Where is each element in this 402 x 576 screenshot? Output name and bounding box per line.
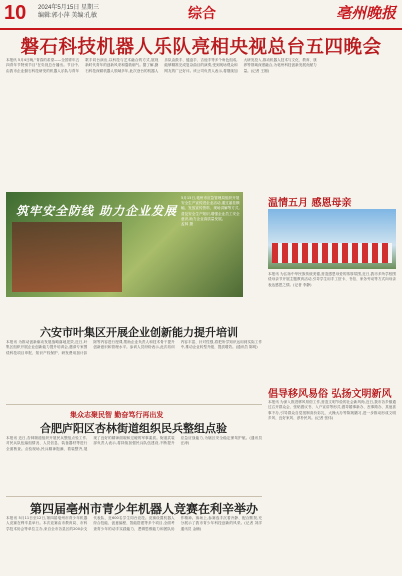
story2-body: 本报讯 为推动创新驱动发展战略落地见效,近日,叶集区组织开展企业创新能力提升培训会,邀请专家围绕科技项目申报、知识产权保护、研发费用加计扣除等内容进行授课,帮助企业负责人和技术骨干提升创新意识和管理水平。参训人员纷纷表示,此次培训内容丰富、针对性强,将把所学知识运用到实际工作中,推动企业转型升级、提质增效。(通讯员 陈明): [6, 340, 262, 355]
story4-headline: 倡导移风易俗 弘扬文明新风: [268, 389, 392, 400]
photo-banner: 筑牢安全防线 助力企业发展: [16, 204, 178, 218]
youth-photo-body: 本报讯 为弘扬中华民族传统美德,营造感恩母爱的浓厚氛围,近日,我市多所学校围绕母亲节开展主题教育活动,引导学生用手工贺卡、书信、家务劳动等方式向母亲表达感恩之情。(记者 李静): [268, 272, 396, 287]
masthead: [0, 0, 402, 30]
youth-photo: [268, 209, 396, 269]
story3-headline: 合肥庐阳区杏林街道组织民兵整组点验: [40, 422, 227, 435]
story4-body: 本报讯 为深入推进移风易俗工作,营造文明节俭的社会新风尚,近日,我市各乡镇通过召开群众会、张贴倡议书、入户宣讲等形式,倡导婚事新办、丧事简办、其他喜事不办,引导群众自觉抵制高价彩礼、大操大办等陈规陋习,进一步推动形成文明乡风、良好家风、淳朴民风。(记者 张伟): [268, 400, 396, 421]
divider: [6, 404, 262, 405]
photo-credit: 孟林 摄: [181, 222, 193, 227]
newspaper-logo: 亳州晚报: [335, 4, 396, 22]
section-title: 综合: [188, 6, 216, 22]
youth-photo-title: 温情五月 感恩母亲: [268, 198, 352, 209]
flag-row: [272, 243, 392, 263]
editor-text: 编辑:郭小萍 美编:孔敏: [38, 13, 98, 19]
date-line: [38, 4, 99, 20]
lead-body: 本报讯 5月4日晚,"青春的希望——全国青年五四青年节特别节目"在央视总台播出。节目中,由我市企业磐石科技研发的机器人乐队与青年歌手同台演出,以科技与艺术融合的方式,展现新时代青年的创新风采和蓬勃朝气。据了解,磐石科技深耕机器人领域多年,此次登台的机器人乐队由鼓手、键盘手、吉他手等多个角色组成,能够精准完成复杂曲目的演奏,受到现场观众和网友的广泛好评。该公司负责人表示,将继续加大研发投入,推动机器人技术与文化、教育、康养等领域深度融合,为亳州科技创新发展贡献力量。(记者 王刚): [6, 58, 317, 73]
story2-headline: 六安市叶集区开展企业创新能力提升培训: [40, 326, 238, 339]
photo-stage: [12, 222, 122, 292]
story5-body: 本报讯 5月11日至12日,第四届亳州市青少年机器人竞赛在利辛县举行。本次竞赛由市教育局、市科学技术协会等单位主办,来自全市各县区的200余支代表队、近600名学生同台竞技。竞赛设置机器人综合技能、创意编程、智能搭建等多个项目,全面考查青少年的动手实践能力、逻辑思维能力和团队协作精神。赛场上,参赛选手沉着冷静、配合默契,充分展示了我市青少年科技创新的风采。(记者 刘洋 通讯员 金楠): [6, 516, 262, 531]
divider-2: [6, 496, 262, 497]
date-text: 2024年5月15日 星期三: [38, 5, 100, 11]
story3-strap: 集众志聚民智 勤奋笃行再出发: [70, 411, 164, 419]
story5-headline: 第四届亳州市青少年机器人竞赛在利辛举办: [30, 502, 259, 516]
safety-photo: [6, 192, 243, 297]
page-number: 10: [4, 2, 27, 24]
photo-side-text: 5月15日,亳州市应急管理局组织开展安全生产宣传进企业活动,通过悬挂横幅、发放宣传资料、现场讲解等方式,普及安全生产知识,增强企业员工安全意识,助力企业高质量发展。 孟林 摄: [181, 196, 240, 227]
story3-body: 本报讯 近日,杏林街道组织开展民兵整组点验工作,对民兵队伍编组情况、人员信息、装备器材等进行全面核查。点验现场,民兵精神饱满、着装整齐,展现了良好的精神面貌和过硬的军事素质。街道武装部负责人表示,将持续加强民兵队伍建设,不断提升应急应战能力,为辖区安全稳定保驾护航。(通讯员 汪涛): [6, 436, 262, 451]
lead-headline: 磐石科技机器人乐队亮相央视总台五四晚会: [20, 37, 382, 58]
